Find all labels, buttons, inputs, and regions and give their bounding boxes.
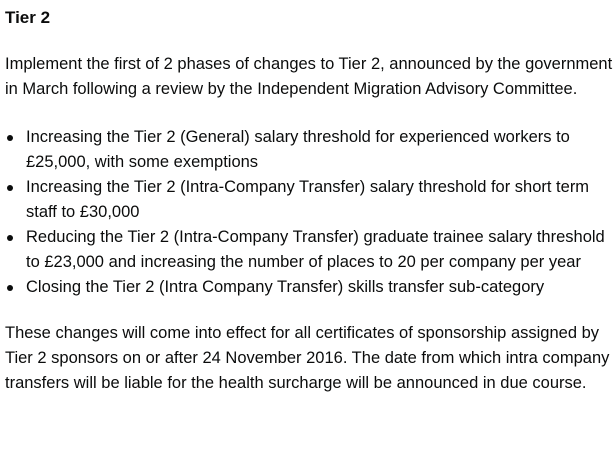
list-item: Increasing the Tier 2 (Intra-Company Transfer) salary threshold for short term staff to £30,000 [5,175,616,225]
list-item: Closing the Tier 2 (Intra Company Transfer) skills transfer sub-category [5,275,616,300]
list-item: Reducing the Tier 2 (Intra-Company Transfer) graduate trainee salary threshold to £23,000 and increasing the number of places to 20 per company per year [5,225,616,275]
section-heading: Tier 2 [5,8,51,27]
changes-list [5,125,616,300]
effective-date-paragraph: These changes will come into effect for all certificates of sponsorship assigned by Tier 2 sponsors on or after 24 November 2016. The date from which intra company transfers will be liable for the health surcharge will be announced in due course. [5,324,610,392]
list-item: Increasing the Tier 2 (General) salary threshold for experienced workers to £25,000, with some exemptions [5,125,616,175]
intro-paragraph: Implement the first of 2 phases of changes to Tier 2, announced by the government in March following a review by the Independent Migration Advisory Committee. [5,55,613,98]
